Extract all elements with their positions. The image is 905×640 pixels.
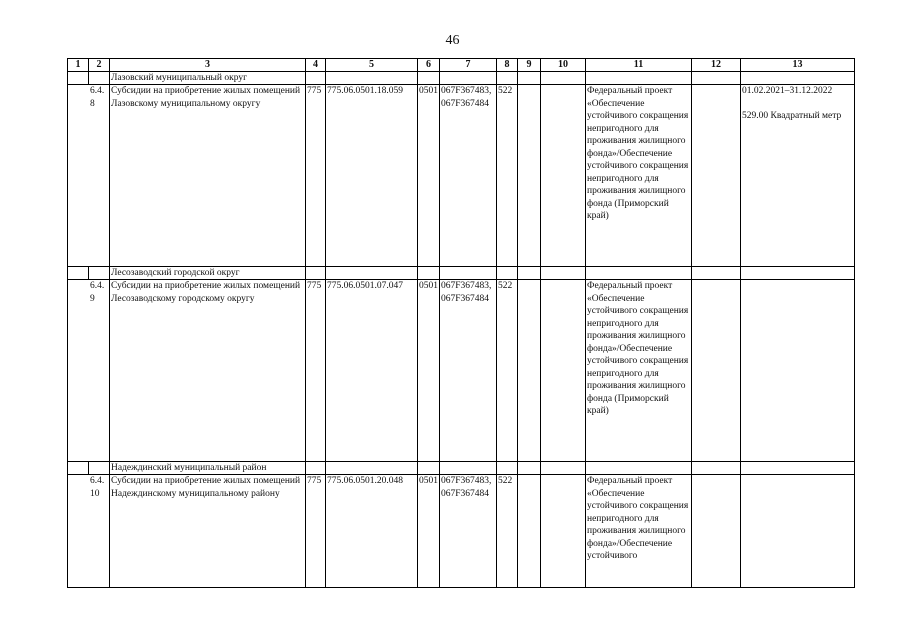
region-row bbox=[68, 267, 855, 280]
col-header: 2 bbox=[89, 59, 110, 72]
page-number: 46 bbox=[445, 33, 460, 48]
cell-col4: 775 bbox=[306, 280, 326, 462]
cell-col4: 775 bbox=[306, 85, 326, 267]
region-name: Надеждинский муниципальный район bbox=[110, 462, 306, 475]
cell-col6: 0501 bbox=[418, 85, 440, 267]
cell-col7: 067F367483, 067F367484 bbox=[440, 85, 497, 267]
col-header: 6 bbox=[418, 59, 440, 72]
row-name: Субсидии на приобретение жилых помещений Надеждинскому муниципальному району bbox=[110, 475, 306, 588]
cell-col13 bbox=[741, 280, 855, 462]
cell-col11: Федеральный проект «Обеспечение устойчивого сокращения непригодного для проживания жилищного фонда»/Обеспечение устойчивого bbox=[586, 475, 692, 588]
region-name: Лесозаводский городской округ bbox=[110, 267, 306, 280]
col-header: 3 bbox=[110, 59, 306, 72]
cell-col5: 775.06.0501.20.048 bbox=[326, 475, 418, 588]
budget-table bbox=[67, 58, 855, 588]
cell-col8: 522 bbox=[497, 85, 518, 267]
cell-col6: 0501 bbox=[418, 280, 440, 462]
cell-col13 bbox=[741, 85, 855, 267]
col-header: 4 bbox=[306, 59, 326, 72]
region-name: Лазовский муниципальный округ bbox=[110, 72, 306, 85]
table-row bbox=[68, 85, 855, 267]
cell-col6: 0501 bbox=[418, 475, 440, 588]
region-row bbox=[68, 72, 855, 85]
table-row bbox=[68, 475, 855, 588]
cell-col5: 775.06.0501.18.059 bbox=[326, 85, 418, 267]
row-number: 6.4.9 bbox=[68, 280, 110, 462]
cell-col5: 775.06.0501.07.047 bbox=[326, 280, 418, 462]
col-header: 7 bbox=[440, 59, 497, 72]
cell-col8: 522 bbox=[497, 475, 518, 588]
col-header: 9 bbox=[518, 59, 541, 72]
cell-col11: Федеральный проект «Обеспечение устойчивого сокращения непригодного для проживания жилищного фонда»/Обеспечение устойчивого сокращения непригодного для проживания жилищного фонда (Приморский край) bbox=[586, 85, 692, 267]
col-header: 10 bbox=[541, 59, 586, 72]
row-number: 6.4.10 bbox=[68, 475, 110, 588]
row-name: Субсидии на приобретение жилых помещений Лесозаводскому городскому округу bbox=[110, 280, 306, 462]
cell-col8: 522 bbox=[497, 280, 518, 462]
cell-col13-dates: 01.02.2021–31.12.2022 bbox=[742, 86, 833, 96]
col-header: 13 bbox=[741, 59, 855, 72]
row-number: 6.4.8 bbox=[68, 85, 110, 267]
col-header: 11 bbox=[586, 59, 692, 72]
col-header: 1 bbox=[68, 59, 89, 72]
cell-col11: Федеральный проект «Обеспечение устойчивого сокращения непригодного для проживания жилищного фонда»/Обеспечение устойчивого сокращения непригодного для проживания жилищного фонда (Приморский край) bbox=[586, 280, 692, 462]
col-header: 5 bbox=[326, 59, 418, 72]
cell-col13-measure: 529.00 Квадратный метр bbox=[742, 110, 842, 121]
table-row bbox=[68, 280, 855, 462]
region-row bbox=[68, 462, 855, 475]
cell-col7: 067F367483, 067F367484 bbox=[440, 280, 497, 462]
col-header: 8 bbox=[497, 59, 518, 72]
cell-col13 bbox=[741, 475, 855, 588]
col-header: 12 bbox=[692, 59, 741, 72]
cell-col7: 067F367483, 067F367484 bbox=[440, 475, 497, 588]
header-row bbox=[68, 59, 855, 72]
row-name: Субсидии на приобретение жилых помещений Лазовскому муниципальному округу bbox=[110, 85, 306, 267]
cell-col4: 775 bbox=[306, 475, 326, 588]
